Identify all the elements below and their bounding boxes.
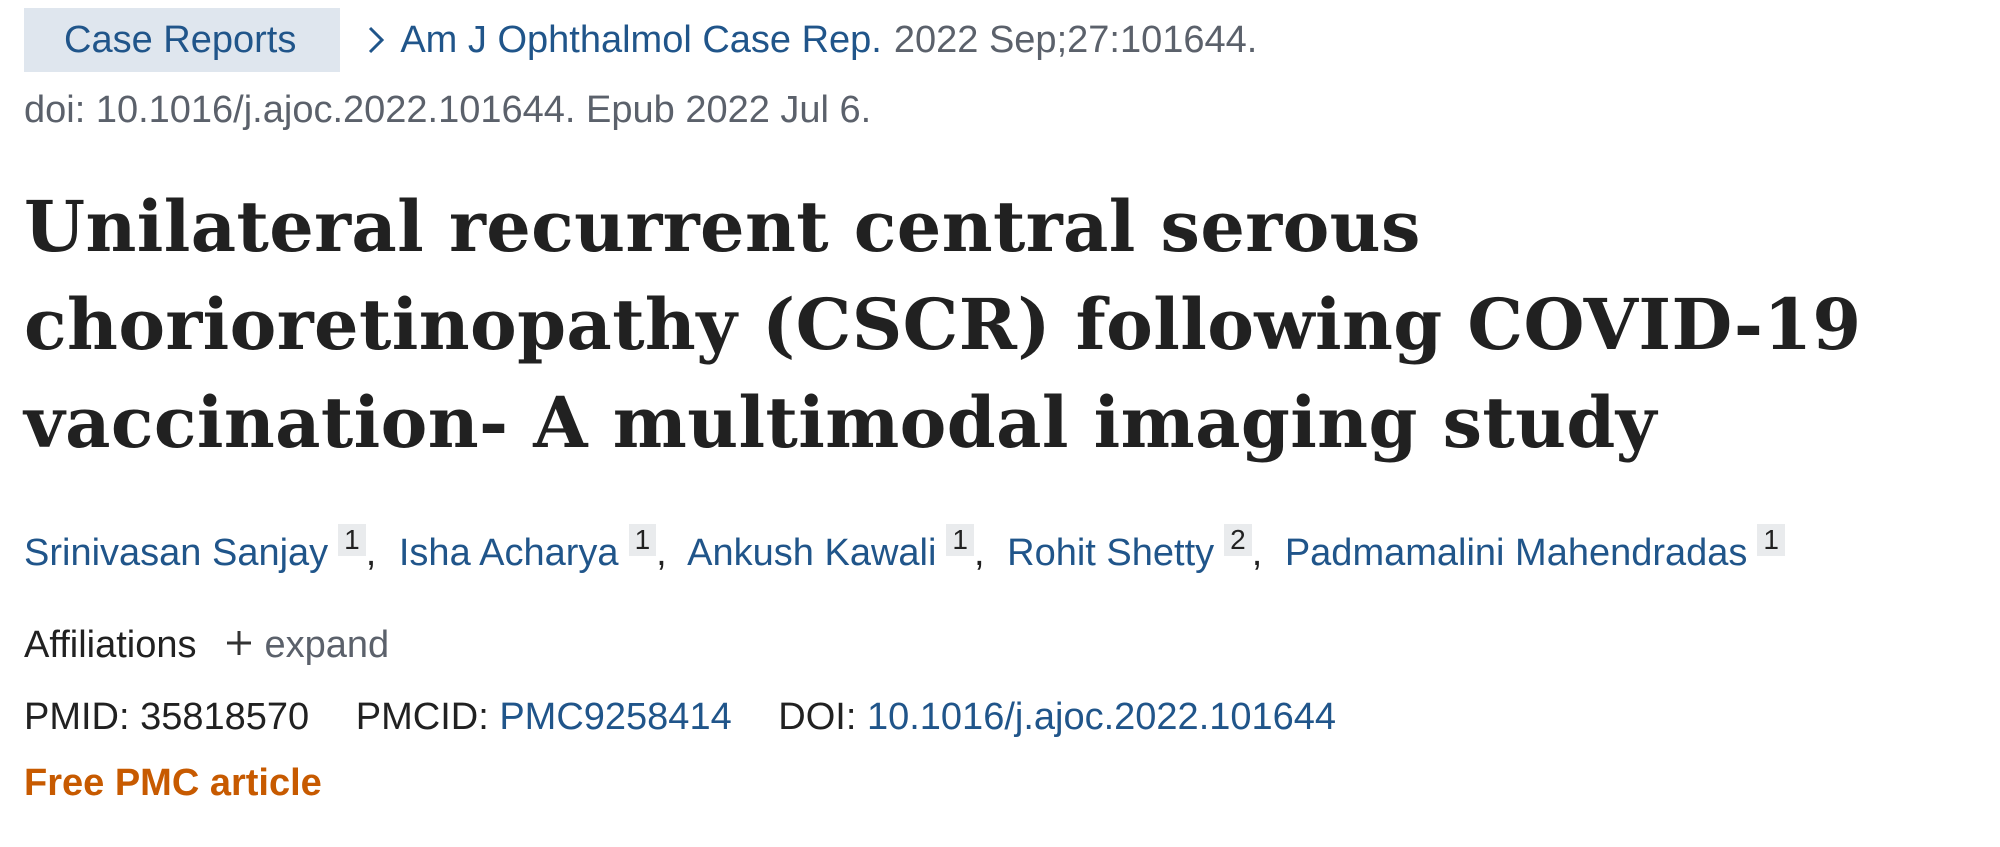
identifiers-row [24,689,1976,745]
chevron-right-icon [366,8,386,72]
journal-link[interactable]: Am J Ophthalmol Case Rep. [400,18,882,61]
pmid-value: 35818570 [140,696,310,738]
article-header [24,8,1976,811]
pmid-group [24,696,320,738]
affiliations-expand-button[interactable] [225,617,390,673]
author-link[interactable]: Isha Acharya [398,532,619,574]
doi-link[interactable]: 10.1016/j.ajoc.2022.101644 [866,696,1337,738]
pmid-label: PMID: [24,696,130,738]
author-link[interactable]: Ankush Kawali [687,532,937,574]
pmcid-link[interactable]: PMC9258414 [499,696,732,738]
pmcid-group [356,696,743,738]
author-separator: , [1251,532,1263,574]
free-pmc-article-link[interactable]: Free PMC article [24,762,322,804]
doi-label: DOI: [778,696,857,738]
author-separator: , [974,532,985,574]
author-separator: , [365,532,377,574]
author-link[interactable]: Rohit Shetty [1007,532,1215,574]
article-title: Unilateral recurrent central serous chorioretinopathy (CSCR) following COVID-19 vaccination- A multimodal imaging study [24,185,1862,464]
affiliation-number[interactable]: 2 [1224,524,1252,556]
doi-epub-line: doi: 10.1016/j.ajoc.2022.101644. Epub 2022 Jul 6. [24,89,872,131]
affiliation-number[interactable]: 1 [629,524,657,556]
publication-type-badge[interactable]: Case Reports [24,8,340,72]
author-link[interactable]: Srinivasan Sanjay [24,532,329,574]
author-link[interactable]: Padmamalini Mahendradas [1284,532,1748,574]
pmcid-label: PMCID: [355,696,489,738]
doi-group [778,696,1336,738]
citation-row [24,8,1976,72]
author-list [24,524,1976,581]
plus-icon [225,617,253,673]
affiliation-number[interactable]: 1 [1757,524,1785,556]
affiliation-number[interactable]: 1 [946,524,974,556]
affiliations-row [24,617,1976,673]
affiliations-label: Affiliations [24,624,197,666]
author-separator: , [656,532,667,574]
citation-date: 2022 Sep;27:101644. [893,18,1258,61]
expand-label: expand [264,624,390,666]
affiliation-number[interactable]: 1 [338,524,366,556]
